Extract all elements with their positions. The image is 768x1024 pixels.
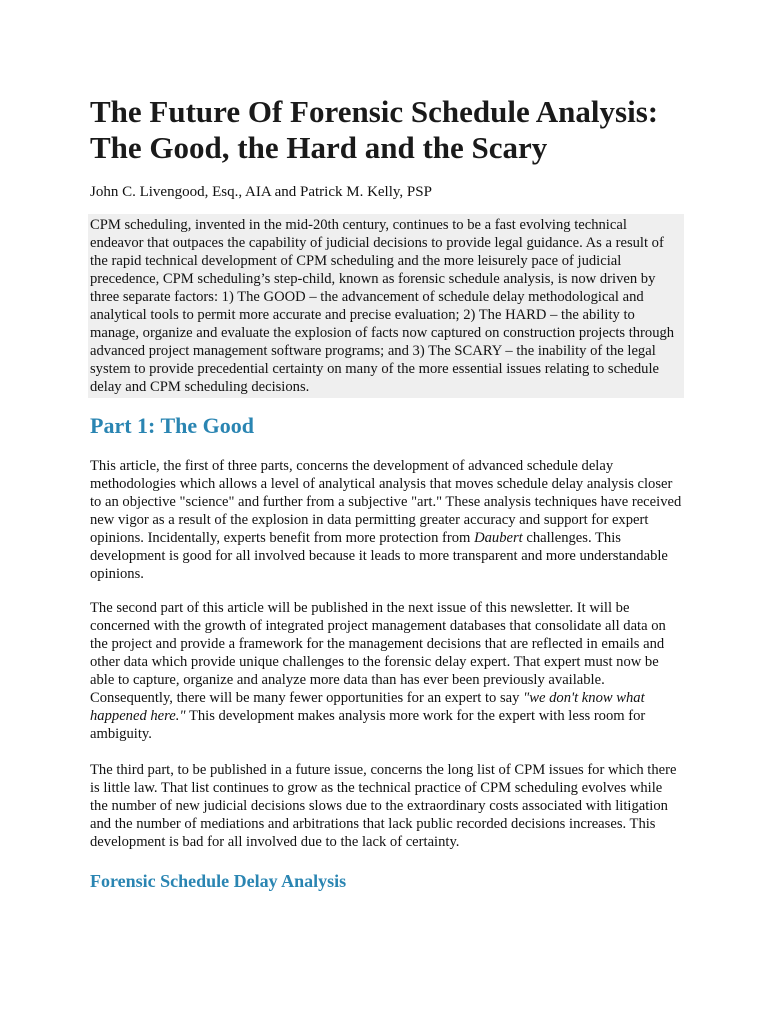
article-abstract: CPM scheduling, invented in the mid-20th century, continues to be a fast evolving technical endeavor that outpaces the capability of judicial decisions to provide legal guidance. As a result of the rapid technical development of CPM scheduling and the more leisurely pace of judicial precedence, CPM scheduling’s step-child, known as forensic schedule analysis, is now driven by three separate factors: 1) The GOOD – the advancement of schedule delay methodological and analytical tools to permit more accurate and precise evaluation; 2) The HARD – the ability to manage, organize and evaluate the explosion of facts now captured on construction projects through advanced project management software programs; and 3) The SCARY – the inability of the legal system to provide precedential certainty on many of the more essential issues relating to schedule delay and CPM scheduling decisions. [88,214,684,398]
paragraph-text: The second part of this article will be published in the next issue of this newsletter. It will be concerned with the growth of integrated project management databases that consolidate all data on the project and provide a framework for the management decisions that are reflected in emails and other data which provide unique challenges to the forensic delay expert. That expert must now be able to capture, organize and analyze more data than has ever been previously available. Consequently, there will be many fewer opportunities for an expert to say [90,600,666,706]
paragraph-text: challenges. This development is good for all involved because it leads to more transparent and more understandable opinions. [90,530,668,582]
section-heading: Forensic Schedule Delay Analysis [90,871,347,891]
part1-paragraph-1 [90,457,682,583]
paragraph-text: This article, the first of three parts, concerns the development of advanced schedule delay methodologies which allows a level of analytical analysis that moves schedule delay analysis closer to an objective "science" and further from a subjective "art." These analysis techniques have received new vigor as a result of the explosion in data permitting greater accuracy and support for expert opinions. Incidentally, experts benefit from more protection from [90,458,682,546]
quote-emphasis: "we don't know what happened here." [90,690,645,724]
part1-heading: Part 1: The Good [90,413,254,438]
part1-paragraph-3: The third part, to be published in a future issue, concerns the long list of CPM issues for which there is little law. That list continues to grow as the technical practice of CPM scheduling evolves while the number of new judicial decisions slows due to the extraordinary costs associated with litigation and the number of mediations and arbitrations that lack public recorded decisions increases. This development is bad for all involved due to the lack of certainty. [90,762,677,850]
paragraph-text: This development makes analysis more work for the expert with less room for ambiguity. [90,708,646,742]
article-title: The Future Of Forensic Schedule Analysis: The Good, the Hard and the Scary [90,94,659,165]
daubert-emphasis: Daubert [474,530,523,546]
article-authors: John C. Livengood, Esq., AIA and Patrick M. Kelly, PSP [90,184,432,200]
part1-paragraph-2 [90,599,682,743]
